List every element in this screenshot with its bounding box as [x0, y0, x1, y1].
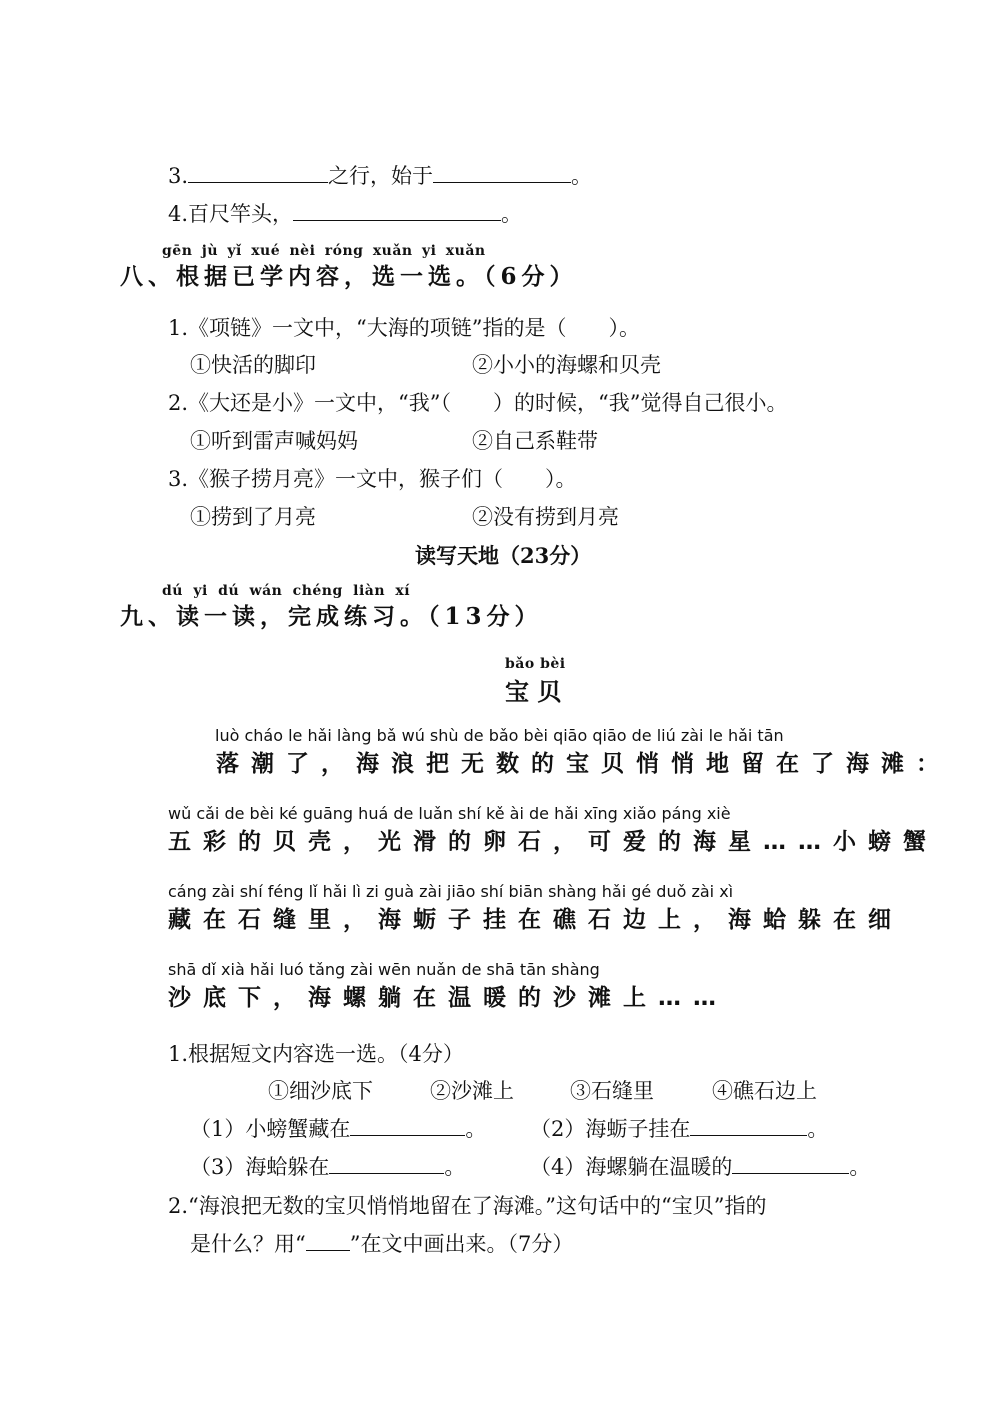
- option: ②沙滩上: [430, 1079, 514, 1103]
- option[interactable]: ①快活的脚印: [190, 353, 316, 377]
- section8-heading: 八、根据已学内容，选一选。（6分）: [120, 263, 578, 290]
- answer-blank[interactable]: [188, 166, 328, 183]
- fill-question-3: 3. 之行，始于 。: [168, 164, 593, 188]
- option[interactable]: ①听到雷声喊妈妈: [190, 429, 358, 453]
- story-text-line: 落潮了，海浪把无数的宝贝悄悄地留在了海滩：: [216, 751, 951, 777]
- reading-question-2-line2: 是什么？用“ ”在文中画出来。（7分）: [190, 1232, 574, 1256]
- answer-blank[interactable]: [433, 166, 571, 183]
- story-text-line: 五彩的贝壳，光滑的卵石，可爱的海星……小螃蟹: [168, 829, 938, 855]
- fill-item: （4）海螺躺在温暖的 。: [530, 1155, 871, 1179]
- option[interactable]: ②没有捞到月亮: [472, 505, 619, 529]
- reading-question-1: 1.根据短文内容选一选。（4分）: [168, 1042, 464, 1066]
- choice-question-1: 1.《项链》一文中，“大海的项链”指的是（ ）。: [168, 316, 641, 340]
- reading-question-2: 2.“海浪把无数的宝贝悄悄地留在了海滩。”这句话中的“宝贝”指的: [168, 1194, 767, 1218]
- answer-blank[interactable]: [732, 1157, 849, 1174]
- option: ④礁石边上: [712, 1079, 817, 1103]
- choice-question-3: 3.《猴子捞月亮》一文中，猴子们（ ）。: [168, 467, 577, 491]
- choice-question-2: 2.《大还是小》一文中，“我”（ ）的时候，“我”觉得自己很小。: [168, 391, 788, 415]
- section8-pinyin: gēn jù yǐ xué nèi róng xuǎn yi xuǎn: [162, 243, 486, 259]
- section9-heading: 九、读一读，完成练习。（13分）: [120, 603, 543, 630]
- story-text-line: 藏在石缝里，海蛎子挂在礁石边上，海蛤躲在细: [168, 907, 903, 933]
- reading-section-title: 读写天地（23分）: [415, 543, 592, 568]
- fill-item: （3）海蛤躲在 。: [190, 1155, 466, 1179]
- underline-mark: [306, 1234, 350, 1251]
- option: ①细沙底下: [268, 1079, 373, 1103]
- story-title-pinyin: bǎo bèi: [505, 656, 566, 672]
- section9-pinyin: dú yi dú wán chéng liàn xí: [162, 583, 411, 599]
- answer-blank[interactable]: [329, 1157, 444, 1174]
- story-pinyin-line: wǔ cǎi de bèi ké guāng huá de luǎn shí kě ài de hǎi xīng xiǎo páng xiè: [168, 804, 731, 823]
- answer-blank[interactable]: [690, 1119, 807, 1136]
- story-pinyin-line: luò cháo le hǎi làng bǎ wú shù de bǎo bèi qiāo qiāo de liú zài le hǎi tān: [215, 726, 784, 745]
- option[interactable]: ①捞到了月亮: [190, 505, 316, 529]
- story-text-line: 沙底下，海螺躺在温暖的沙滩上……: [168, 985, 728, 1011]
- fill-item: （2）海蛎子挂在 。: [530, 1117, 829, 1141]
- option: ③石缝里: [570, 1079, 654, 1103]
- story-pinyin-line: shā dǐ xià hǎi luó tǎng zài wēn nuǎn de shā tān shàng: [168, 960, 600, 979]
- option[interactable]: ②小小的海螺和贝壳: [472, 353, 661, 377]
- option[interactable]: ②自己系鞋带: [472, 429, 598, 453]
- fill-question-4: 4.百尺竿头， 。: [168, 202, 523, 226]
- story-title: 宝 贝: [505, 677, 562, 706]
- answer-blank[interactable]: [293, 204, 501, 221]
- fill-item: （1）小螃蟹藏在 。: [190, 1117, 487, 1141]
- story-pinyin-line: cáng zài shí féng lǐ hǎi lì zi guà zài jiāo shí biān shàng hǎi gé duǒ zài xì: [168, 882, 734, 901]
- answer-blank[interactable]: [350, 1119, 465, 1136]
